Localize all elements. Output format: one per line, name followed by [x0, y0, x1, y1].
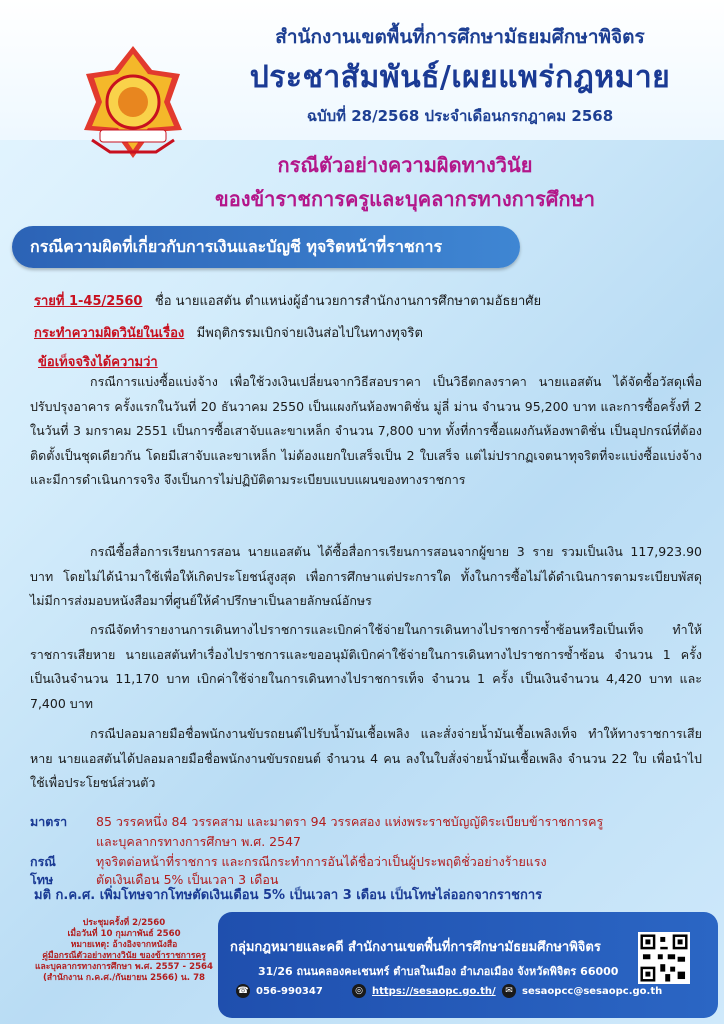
- law-case-label: กรณี: [30, 854, 56, 869]
- footer-email-text: sesaopcc@sesaopc.go.th: [522, 985, 663, 997]
- case-title-line2: ของข้าราชการครูและบุคลากรทางการศึกษา: [215, 187, 595, 211]
- reference-note: [24, 918, 224, 1018]
- qr-code-icon[interactable]: [638, 932, 690, 984]
- law-penalty-label: โทษ: [30, 872, 54, 887]
- fact-paragraph-1: กรณีการแบ่งซื้อแบ่งจ้าง เพื่อใช้วงเงินเปลี่ยนจากวิธีสอบราคา เป็นวิธีตกลงราคา นายแอสตัน ได้จัดซื้อวัสดุเพื่อปรับปรุงอาคาร ครั้งแรกในวันที่ 20 ธันวาคม 2550 เป็นแผงกันห้องพาติชั่น มู่ลี่ ม่าน จำนวน 95,200 บาท และการซื้อครั้งที่ 2 ในวันที่ 3 มกราคม 2551 เป็นการซื้อเสาจับและขาเหล็ก จำนวน 7,800 บาท ทั้งที่การซื้อแผงกันห้องพาติชั่น เป็นอุปกรณ์ที่ต้องติดตั้งเป็นชุดเดียวกัน โดยมีเสาจับและขาเหล็ก ไม่ต้องแยกใบเสร็จเป็น 2 ใบเสร็จ แต่ไม่ปรากฏเจตนาทุจริตที่จะแบ่งซื้อแบ่งจ้างและมีการดำเนินการจริง จึงเป็นการไม่ปฏิบัติตามระเบียบแบบแผนของทางราชการ: [30, 374, 702, 488]
- reference-line: คู่มือกรณีตัวอย่างทางวินัย ของข้าราชการครู: [42, 951, 206, 961]
- footer-phone-text: 056-990347: [256, 985, 323, 997]
- case-title-line1: กรณีตัวอย่างความผิดทางวินัย: [277, 153, 533, 177]
- footer-group: กลุ่มกฎหมายและคดี สำนักงานเขตพื้นที่การศึกษามัธยมศึกษาพิจิตร: [230, 940, 601, 955]
- law-section-text-2: และบุคลากรทางการศึกษา พ.ศ. 2547: [96, 834, 301, 849]
- reference-line: หมายเหตุ: อ้างอิงจากหนังสือ: [70, 940, 178, 950]
- office-emblem-icon: [78, 44, 188, 162]
- law-penalty-text: ตัดเงินเดือน 5% เป็นเวลา 3 เดือน: [96, 872, 279, 887]
- case-number-line: [34, 290, 541, 311]
- mail-icon: ✉: [502, 984, 516, 998]
- contact-footer: [218, 912, 718, 1018]
- case-number-label: รายที่ 1-45/2560: [34, 294, 143, 309]
- phone-icon: ☎: [237, 986, 249, 996]
- footer-email[interactable]: [502, 984, 662, 998]
- offense-text: มีพฤติกรรมเบิกจ่ายเงินส่อไปในทางทุจริต: [196, 326, 423, 341]
- reference-line: และบุคลากรทางการศึกษา พ.ศ. 2557 - 2564: [34, 962, 214, 972]
- footer-phone[interactable]: [236, 984, 323, 998]
- law-section-label: มาตรา: [30, 814, 68, 829]
- issue-info: ฉบับที่ 28/2568 ประจำเดือนกรกฎาคม 2568: [306, 107, 614, 125]
- footer-address: 31/26 ถนนคลองคะเชนทร์ ตำบลในเมือง อำเภอเมือง จังหวัดพิจิตร 66000: [258, 965, 619, 978]
- header: [0, 0, 724, 140]
- committee-resolution: มติ ก.ค.ศ. เพิ่มโทษจากโทษตัดเงินเดือน 5% เป็นเวลา 3 เดือน เป็นโทษไล่ออกจากราชการ: [34, 888, 543, 903]
- category-banner-text: กรณีความผิดที่เกี่ยวกับการเงินและบัญชี ทุจริตหน้าที่ราชการ: [30, 237, 443, 256]
- globe-icon: ◎: [352, 984, 366, 998]
- reference-line: (สำนักงาน ก.ค.ศ./กันยายน 2566) น. 78: [42, 973, 206, 983]
- office-name: สำนักงานเขตพื้นที่การศึกษามัธยมศึกษาพิจิตร: [275, 26, 645, 48]
- case-title: [150, 148, 660, 216]
- law-case-text: ทุจริตต่อหน้าที่ราชการ และกรณีกระทำการอันได้ชื่อว่าเป็นผู้ประพฤติชั่วอย่างร้ายแรง: [96, 854, 547, 869]
- case-person: ชื่อ นายแอสตัน ตำแหน่งผู้อำนวยการสำนักงานการศึกษาตามอัธยาศัย: [154, 294, 542, 309]
- law-section-text-1: 85 วรรคหนึ่ง 84 วรรคสาม และมาตรา 94 วรรคสอง แห่งพระราชบัญญัติระเบียบข้าราชการครู: [96, 814, 604, 829]
- fact-paragraph-4: กรณีปลอมลายมือชื่อพนักงานขับรถยนต์ไปรับน้ำมันเชื้อเพลิง และสั่งจ่ายน้ำมันเชื้อเพลิงเท็จ ทำให้ทางราชการเสียหาย นายแอสตันได้ปลอมลายมือชื่อพนักงานขับรถยนต์ จำนวน 4 คน ลงในใบสั่งจ่ายน้ำมันเชื้อเพลิง จำนวน 22 ใบ เพื่อนำไปใช้เพื่อประโยชน์ส่วนตัว: [30, 726, 702, 791]
- facts-label: ข้อเท็จจริงได้ความว่า: [38, 355, 158, 370]
- reference-line: เมื่อวันที่ 10 กุมภาพันธ์ 2560: [67, 929, 181, 939]
- offense-label: กระทำความผิดวินัยในเรื่อง: [34, 326, 185, 341]
- category-banner: [12, 226, 520, 268]
- offense-line: [34, 322, 423, 343]
- fact-paragraph-2: กรณีซื้อสื่อการเรียนการสอน นายแอสตัน ได้ซื้อสื่อการเรียนการสอนจากผู้ขาย 3 ราย รวมเป็นเงิน 117,923.90 บาท โดยไม่ได้นำมาใช้เพื่อให้เกิดประโยชน์สูงสุด เพื่อการศึกษาแต่ประการใด ทั้งในการซื้อไม่ได้ดำเนินการตามระเบียบพัสดุ ไม่มีการส่งมอบหนังสือมาที่ศูนย์ให้คำปรึกษาเป็นลายลักษณ์อักษร: [30, 544, 702, 609]
- reference-line: ประชุมครั้งที่ 2/2560: [82, 918, 166, 928]
- footer-website-text: https://sesaopc.go.th/: [372, 985, 496, 997]
- facts-heading: [38, 351, 158, 372]
- fact-paragraph-3: กรณีจัดทำรายงานการเดินทางไปราชการและเบิกค่าใช้จ่ายในการเดินทางไปราชการซ้ำซ้อนหรือเป็นเท็จ ทำให้ราชการเสียหาย นายแอสตันทำเรื่องไปราชการและขออนุมัติเบิกค่าใช้จ่ายในการเดินทางไปราชการซ้ำซ้อน จำนวน 1 ครั้ง เป็นเงินจำนวน 11,170 บาท เบิกค่าใช้จ่ายในการเดินทางไปราชการเท็จ จำนวน 1 ครั้ง เป็นเงินจำนวน 4,420 บาท และ 7,400 บาท: [30, 622, 702, 711]
- page-title: ประชาสัมพันธ์/เผยแพร่กฎหมาย: [249, 60, 671, 95]
- footer-website[interactable]: [352, 984, 496, 998]
